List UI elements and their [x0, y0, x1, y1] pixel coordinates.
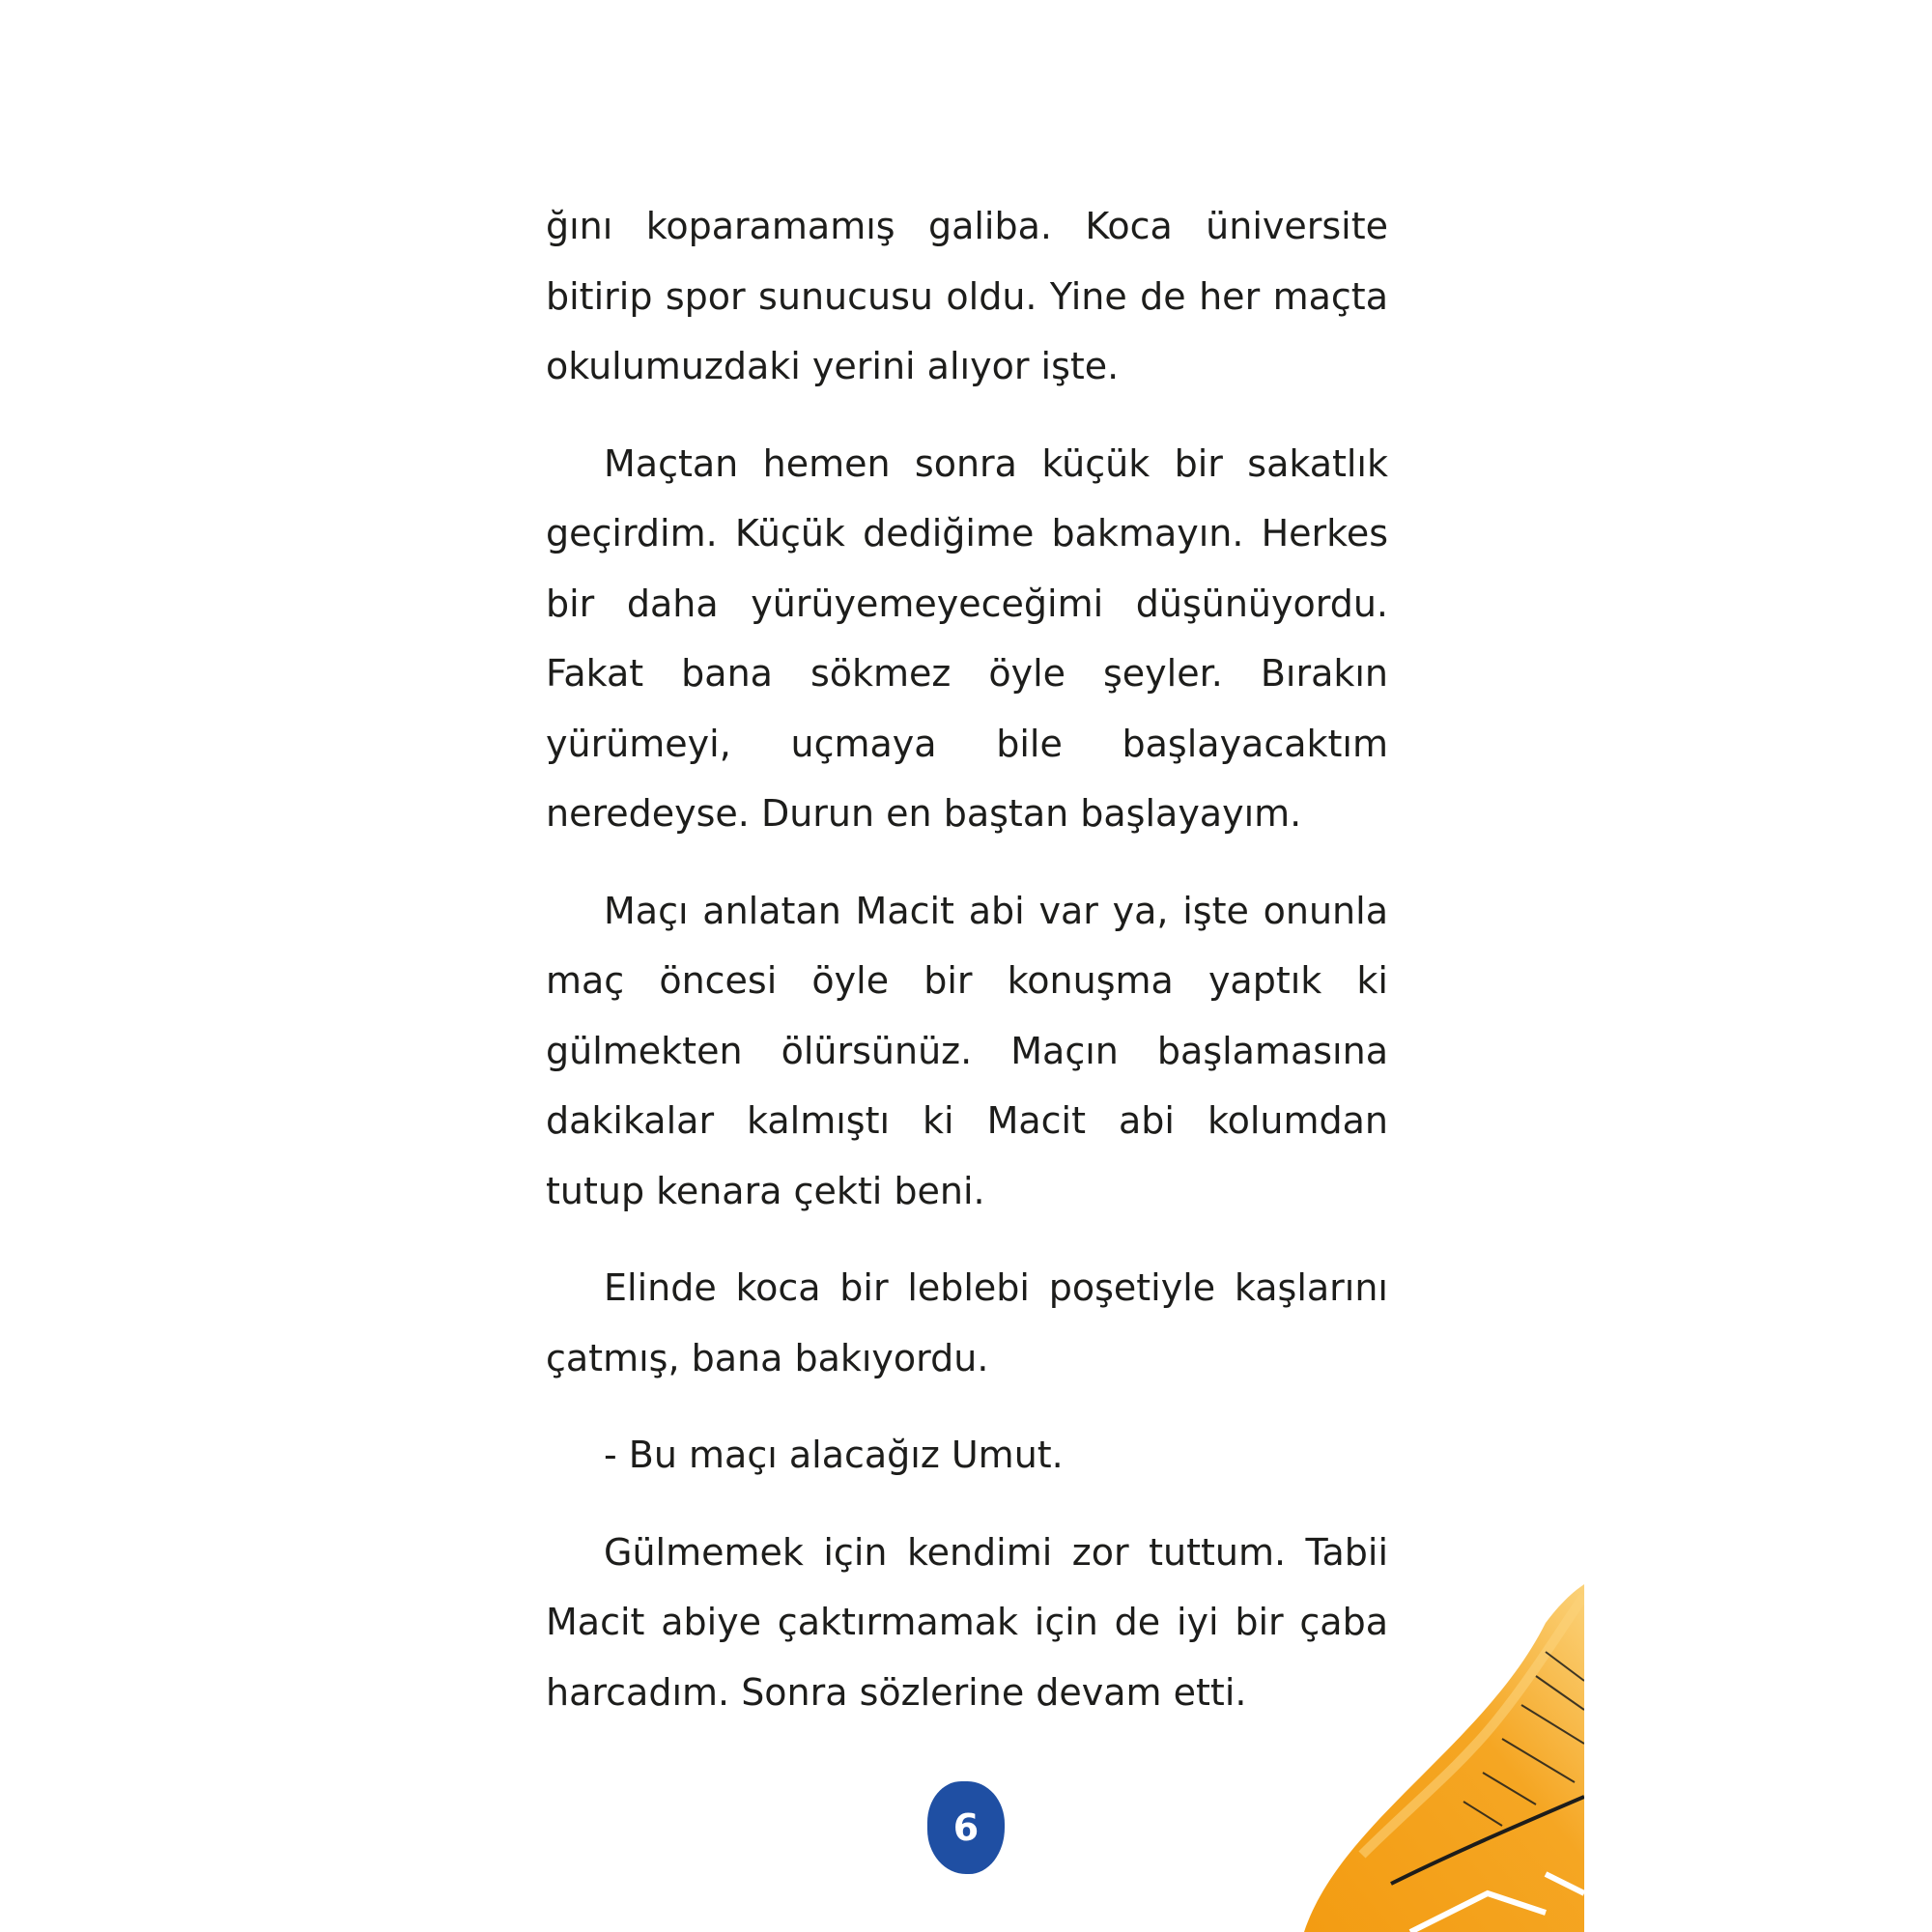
page-number-badge	[927, 1781, 1005, 1874]
paragraph-6: Gülmemek için kendimi zor tuttum. Tabii Macit abiye çaktırmamak için de iyi bir çaba harcadım. Sonra sözlerine devam etti.	[546, 1530, 1388, 1714]
paragraph-1: ğını koparamamış galiba. Koca üniversite bitirip spor sunucusu oldu. Yine de her maçta okulumuzdaki yerini alıyor işte.	[546, 205, 1388, 387]
dialogue-line: - Bu maçı alacağız Umut.	[604, 1434, 1064, 1476]
paragraph-4: Elinde koca bir leblebi poşetiyle kaşlarını çatmış, bana bakıyordu.	[546, 1266, 1388, 1379]
paragraph-3: Maçı anlatan Macit abi var ya, işte onunla maç öncesi öyle bir konuşma yaptık ki gülmekten ölürsünüz. Maçın başlamasına dakikalar kalmıştı ki Macit abi kolumdan tutup kenara çekti beni.	[546, 889, 1388, 1212]
paragraph-2: Maçtan hemen sonra küçük bir sakatlık geçirdim. Küçük dediğime bakmayın. Herkes bir daha yürüyemeyeceğimi düşünüyordu. Fakat bana sökmez öyle şeyler. Bırakın yürümeyi, uçmaya bile başlayacaktım neredeyse. Durun en baştan başlayayım.	[546, 441, 1388, 835]
ball-shape	[1304, 1584, 1584, 1932]
corner-illustration	[1294, 1584, 1584, 1932]
body-text	[546, 191, 1388, 1754]
page-number: 6	[952, 1806, 980, 1849]
